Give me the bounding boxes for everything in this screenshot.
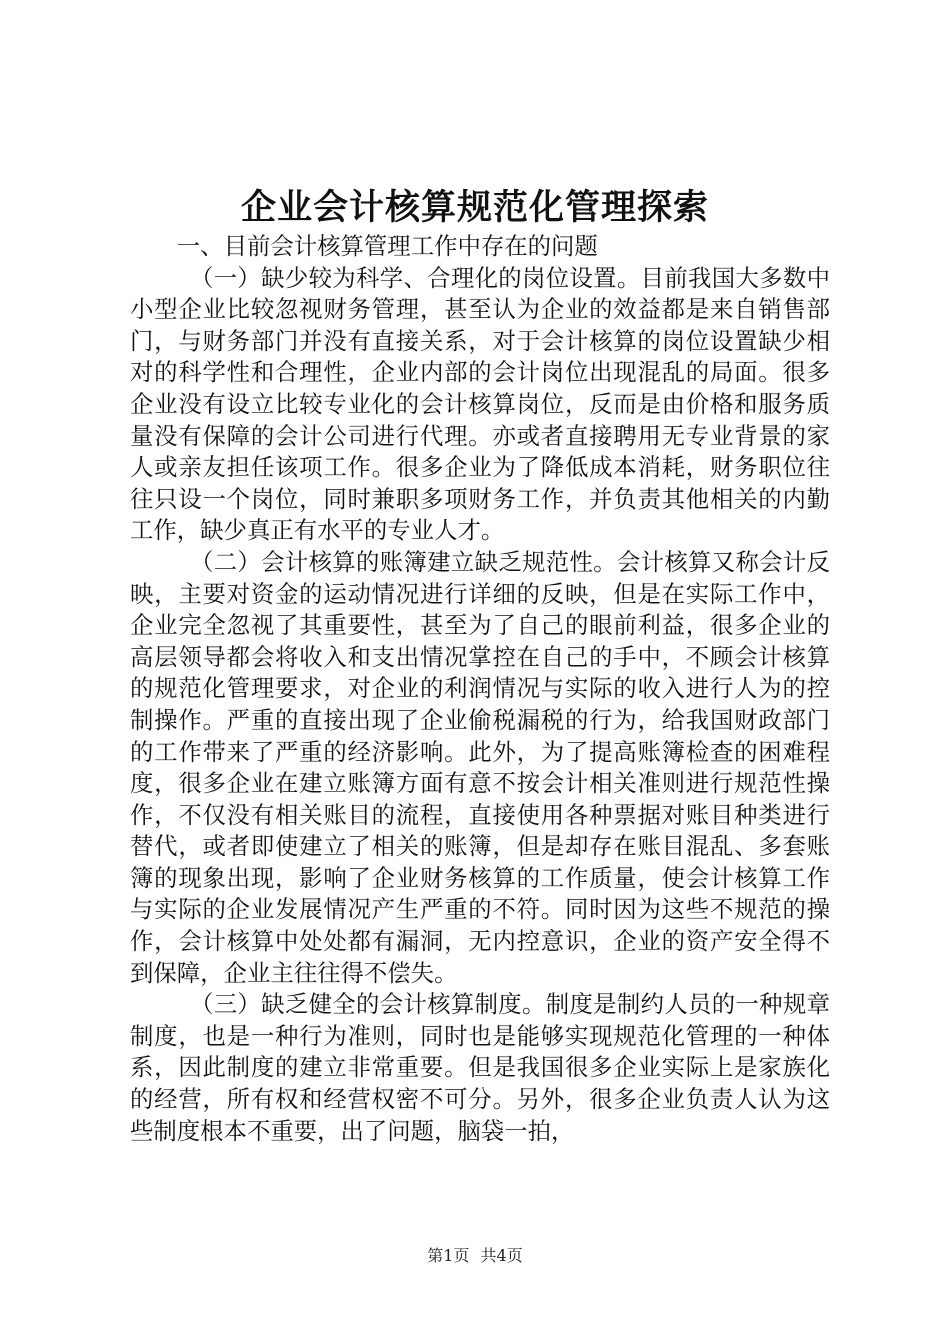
document-body <box>130 231 830 1147</box>
paragraph-3: （三）缺乏健全的会计核算制度。制度是制约人员的一种规章制度，也是一种行为准则，同时也是能够实现规范化管理的一种体系，因此制度的建立非常重要。但是我国很多企业实际上是家族化的经营，所有权和经营权密不可分。另外，很多企业负责人认为这些制度根本不重要，出了问题，脑袋一拍， <box>130 990 830 1145</box>
page-total: 共4页 <box>480 1246 523 1265</box>
paragraph-2: （二）会计核算的账簿建立缺乏规范性。会计核算又称会计反映，主要对资金的运动情况进行详细的反映，但是在实际工作中，企业完全忽视了其重要性，甚至为了自己的眼前利益，很多企业的高层领导都会将收入和支出情况掌控在自己的手中，不顾会计核算的规范化管理要求，对企业的利润情况与实际的收入进行人为的控制操作。严重的直接出现了企业偷税漏税的行为，给我国财政部门的工作带来了严重的经济影响。此外，为了提高账簿检查的困难程度，很多企业在建立账簿方面有意不按会计相关准则进行规范性操作，不仅没有相关账目的流程，直接使用各种票据对账目种类进行替代，或者即使建立了相关的账簿，但是却存在账目混乱、多套账簿的现象出现，影响了企业财务核算的工作质量，使会计核算工作与实际的企业发展情况产生严重的不符。同时因为这些不规范的操作，会计核算中处处都有漏洞，无内控意识，企业的资产安全得不到保障，企业主往往得不偿失。 <box>130 547 830 987</box>
page-number: 第1页 <box>427 1246 470 1265</box>
section-heading: 一、目前会计核算管理工作中存在的问题 <box>176 232 598 260</box>
page-footer <box>0 1246 950 1266</box>
paragraph-1: （一）缺少较为科学、合理化的岗位设置。目前我国大多数中小型企业比较忽视财务管理，甚至认为企业的效益都是来自销售部门，与财务部门并没有直接关系，对于会计核算的岗位设置缺少相对的科学性和合理性，企业内部的会计岗位出现混乱的局面。很多企业没有设立比较专业化的会计核算岗位，反而是由价格和服务质量没有保障的会计公司进行代理。亦或者直接聘用无专业背景的家人或亲友担任该项工作。很多企业为了降低成本消耗，财务职位往往只设一个岗位，同时兼职多项财务工作，并负责其他相关的内勤工作，缺少真正有水平的专业人才。 <box>130 263 830 545</box>
page-title: 企业会计核算规范化管理探索 <box>240 187 709 228</box>
